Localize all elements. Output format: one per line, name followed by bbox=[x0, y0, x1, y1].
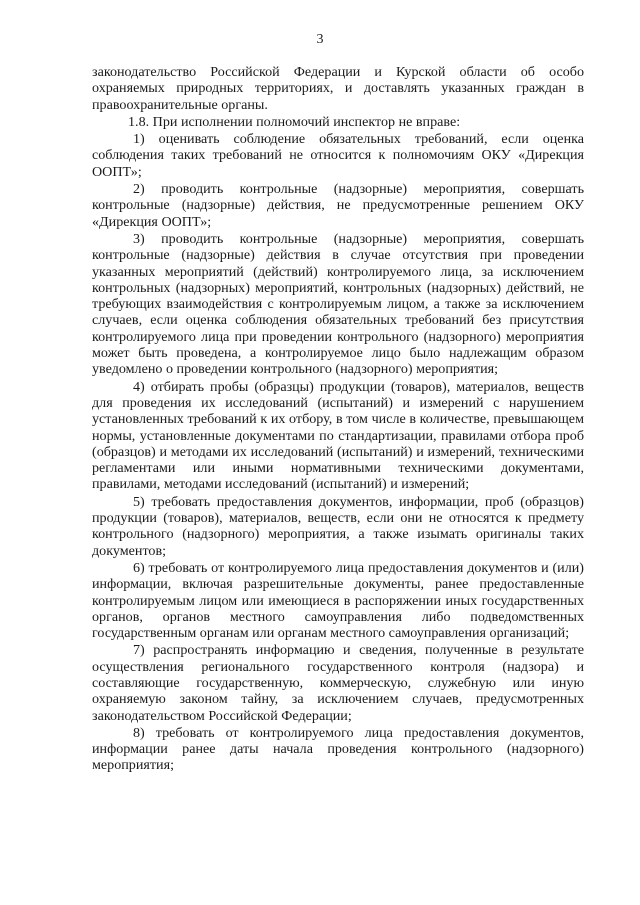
list-item-5: 5) требовать предоставления документов, информации, проб (образцов) продукции (товаров), материалов, веществ, если они не относятся к предмету контрольного (надзорного) мероприятия, а также изымать оригиналы таких документов; bbox=[92, 493, 584, 559]
paragraph-continuation: законодательство Российской Федерации и Курской области об особо охраняемых природных территориях, и доставлять указанных граждан в правоохранительные органы. bbox=[92, 64, 584, 113]
list-item-1: 1) оценивать соблюдение обязательных требований, если оценка соблюдения таких требований не относится к полномочиям ОКУ «Дирекция ООПТ»; bbox=[92, 131, 584, 180]
paragraph-1-8: 1.8. При исполнении полномочий инспектор не вправе: bbox=[128, 113, 461, 130]
list-item-4: 4) отбирать пробы (образцы) продукции (товаров), материалов, веществ для проведения их исследований (испытаний) и измерений с нарушением установленных требований к их отбору, в том числе в количестве, превышающем нормы, установленные документами по стандартизации, правилами отбора проб (образцов) и методами их исследований (испытаний) и измерений, техническими регламентами или иными нормативными техническими документами, правилами, методами исследований (испытаний) и измерений; bbox=[92, 378, 584, 493]
list-item-2: 2) проводить контрольные (надзорные) мероприятия, совершать контрольные (надзорные) действия, не предусмотренные решением ОКУ «Дирекция ООПТ»; bbox=[92, 181, 584, 230]
document-body bbox=[92, 64, 584, 775]
list-item-3: 3) проводить контрольные (надзорные) мероприятия, совершать контрольные (надзорные) действия в случае отсутствия при проведении указанных мероприятий (действий) контролируемого лица, за исключением контрольных (надзорных) мероприятий, контрольных (надзорных) действий, не требующих взаимодействия с контролируемым лицом, а также за исключением случаев, если оценка соблюдения обязательных требований без присутствия контролируемого лица при проведении контрольного (надзорного) мероприятия может быть проведена, а контролируемое лицо было надлежащим образом уведомлено о проведении контрольного (надзорного) мероприятия; bbox=[92, 230, 584, 378]
list-item-6: 6) требовать от контролируемого лица предоставления документов и (или) информации, включая разрешительные документы, ранее предоставленные контролируемым лицом или имеющиеся в распоряжении иных государственных органов, органов местного самоуправления либо подведомственных государственным органам или органам местного самоуправления организаций; bbox=[92, 559, 584, 642]
list-item-7: 7) распространять информацию и сведения, полученные в результате осуществления регионального государственного контроля (надзора) и составляющие государственную, коммерческую, служебную или иную охраняемую законом тайну, за исключением случаев, предусмотренных законодательством Российской Федерации; bbox=[92, 642, 584, 724]
list-item-8: 8) требовать от контролируемого лица предоставления документов, информации ранее даты начала проведения контрольного (надзорного) мероприятия; bbox=[92, 724, 584, 774]
page-number: 3 bbox=[316, 32, 324, 47]
